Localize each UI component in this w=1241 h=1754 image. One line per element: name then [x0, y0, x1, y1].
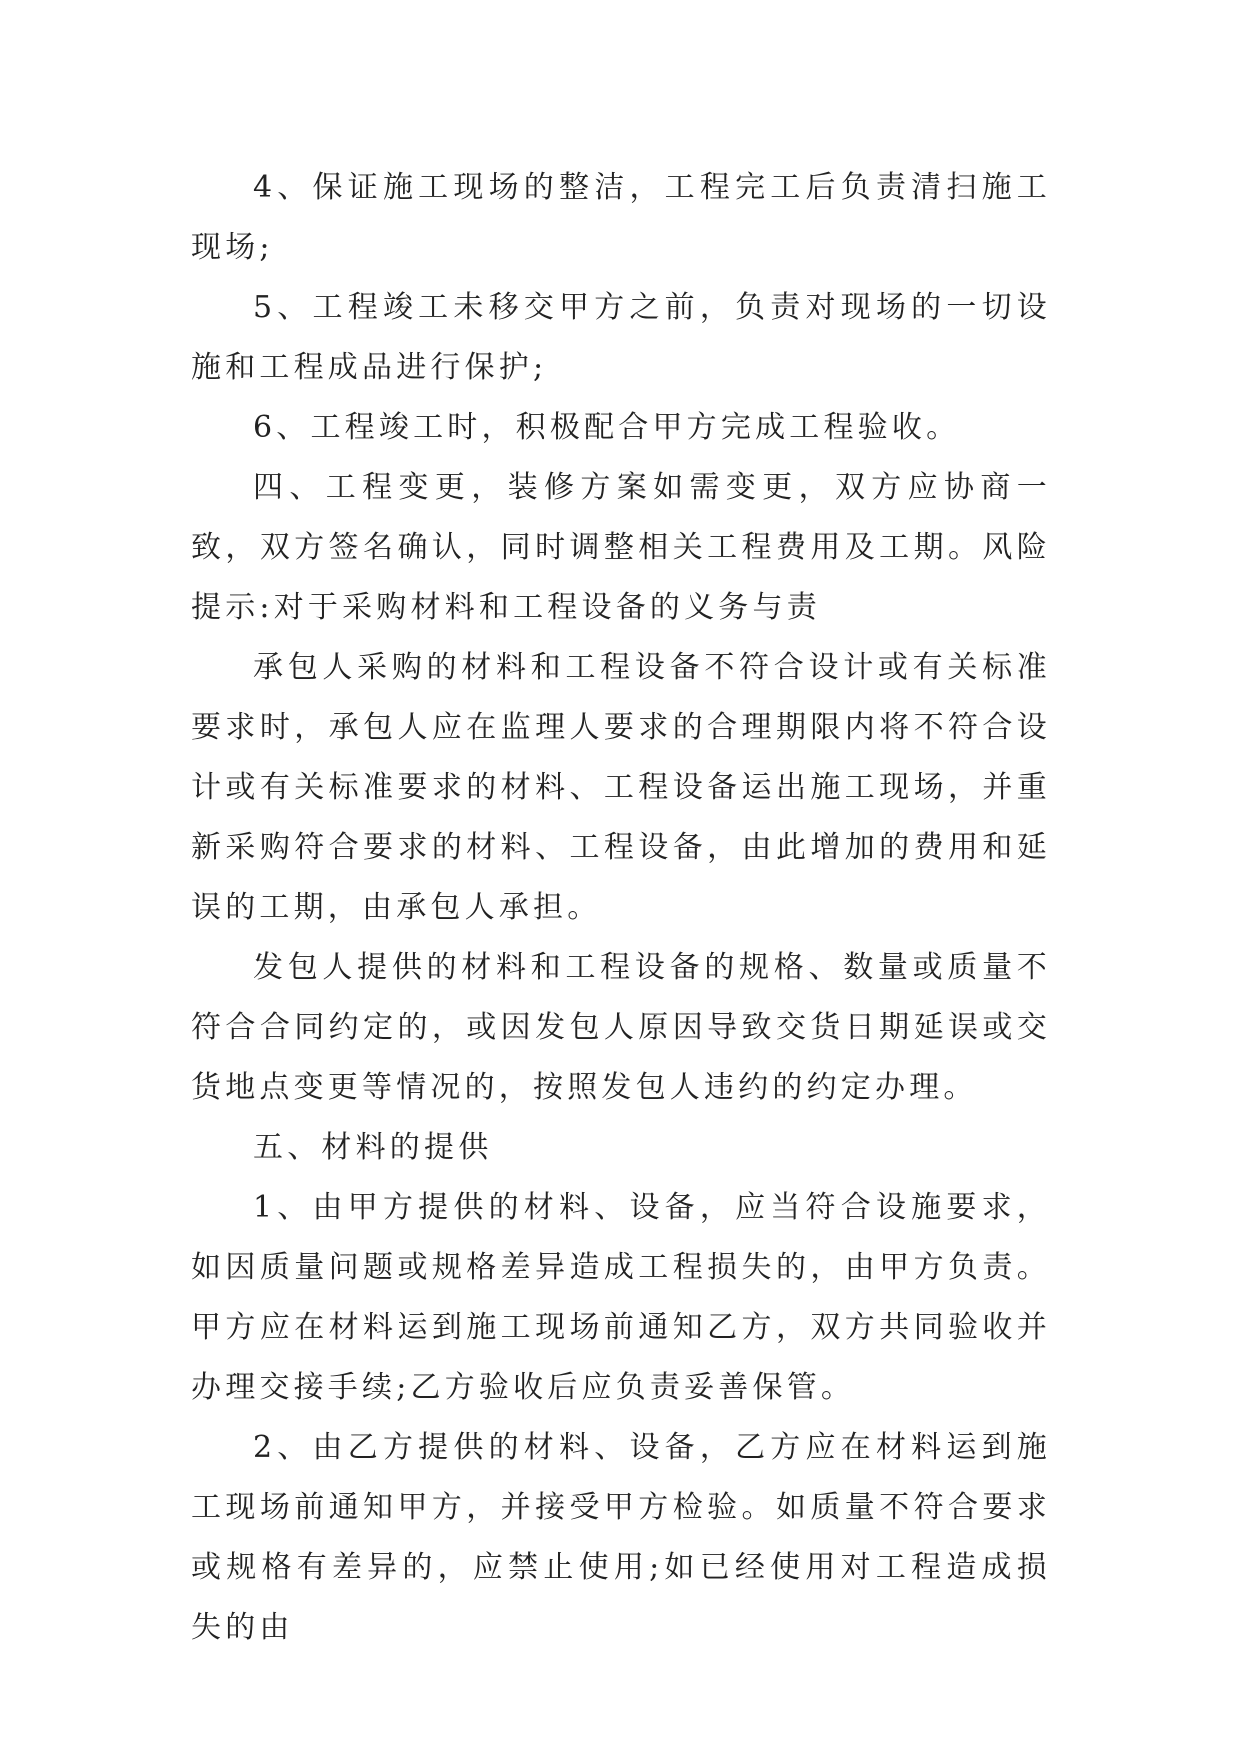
section-heading-materials: 五、材料的提供	[253, 1130, 493, 1165]
paragraph-clause-6: 6、工程竣工时，积极配合甲方完成工程验收。	[253, 410, 961, 445]
paragraph-contractor-materials: 承包人采购的材料和工程设备不符合设计或有关标准要求时，承包人应在监理人要求的合理期限内将不符合设计或有关标准要求的材料、工程设备运出施工现场，并重新采购符合要求的材料、工程设备，由此增加的费用和延误的工期，由承包人承担。	[191, 650, 1051, 925]
paragraph-clause-4: 4、保证施工现场的整洁，工程完工后负责清扫施工现场;	[191, 170, 1051, 265]
document-body	[191, 158, 1051, 1658]
paragraph-employer-materials: 发包人提供的材料和工程设备的规格、数量或质量不符合合同约定的，或因发包人原因导致交货日期延误或交货地点变更等情况的，按照发包人违约的约定办理。	[191, 950, 1051, 1105]
paragraph-clause-5: 5、工程竣工未移交甲方之前，负责对现场的一切设施和工程成品进行保护;	[191, 290, 1051, 385]
paragraph-materials-2: 2、由乙方提供的材料、设备，乙方应在材料运到施工现场前通知甲方，并接受甲方检验。如质量不符合要求或规格有差异的，应禁止使用;如已经使用对工程造成损失的由	[191, 1430, 1051, 1645]
paragraph-section-4-change: 四、工程变更，装修方案如需变更，双方应协商一致，双方签名确认，同时调整相关工程费用及工期。风险提示:对于采购材料和工程设备的义务与责	[191, 470, 1051, 625]
paragraph-materials-1: 1、由甲方提供的材料、设备，应当符合设施要求，如因质量问题或规格差异造成工程损失的，由甲方负责。甲方应在材料运到施工现场前通知乙方，双方共同验收并办理交接手续;乙方验收后应负责妥善保管。	[191, 1190, 1051, 1405]
